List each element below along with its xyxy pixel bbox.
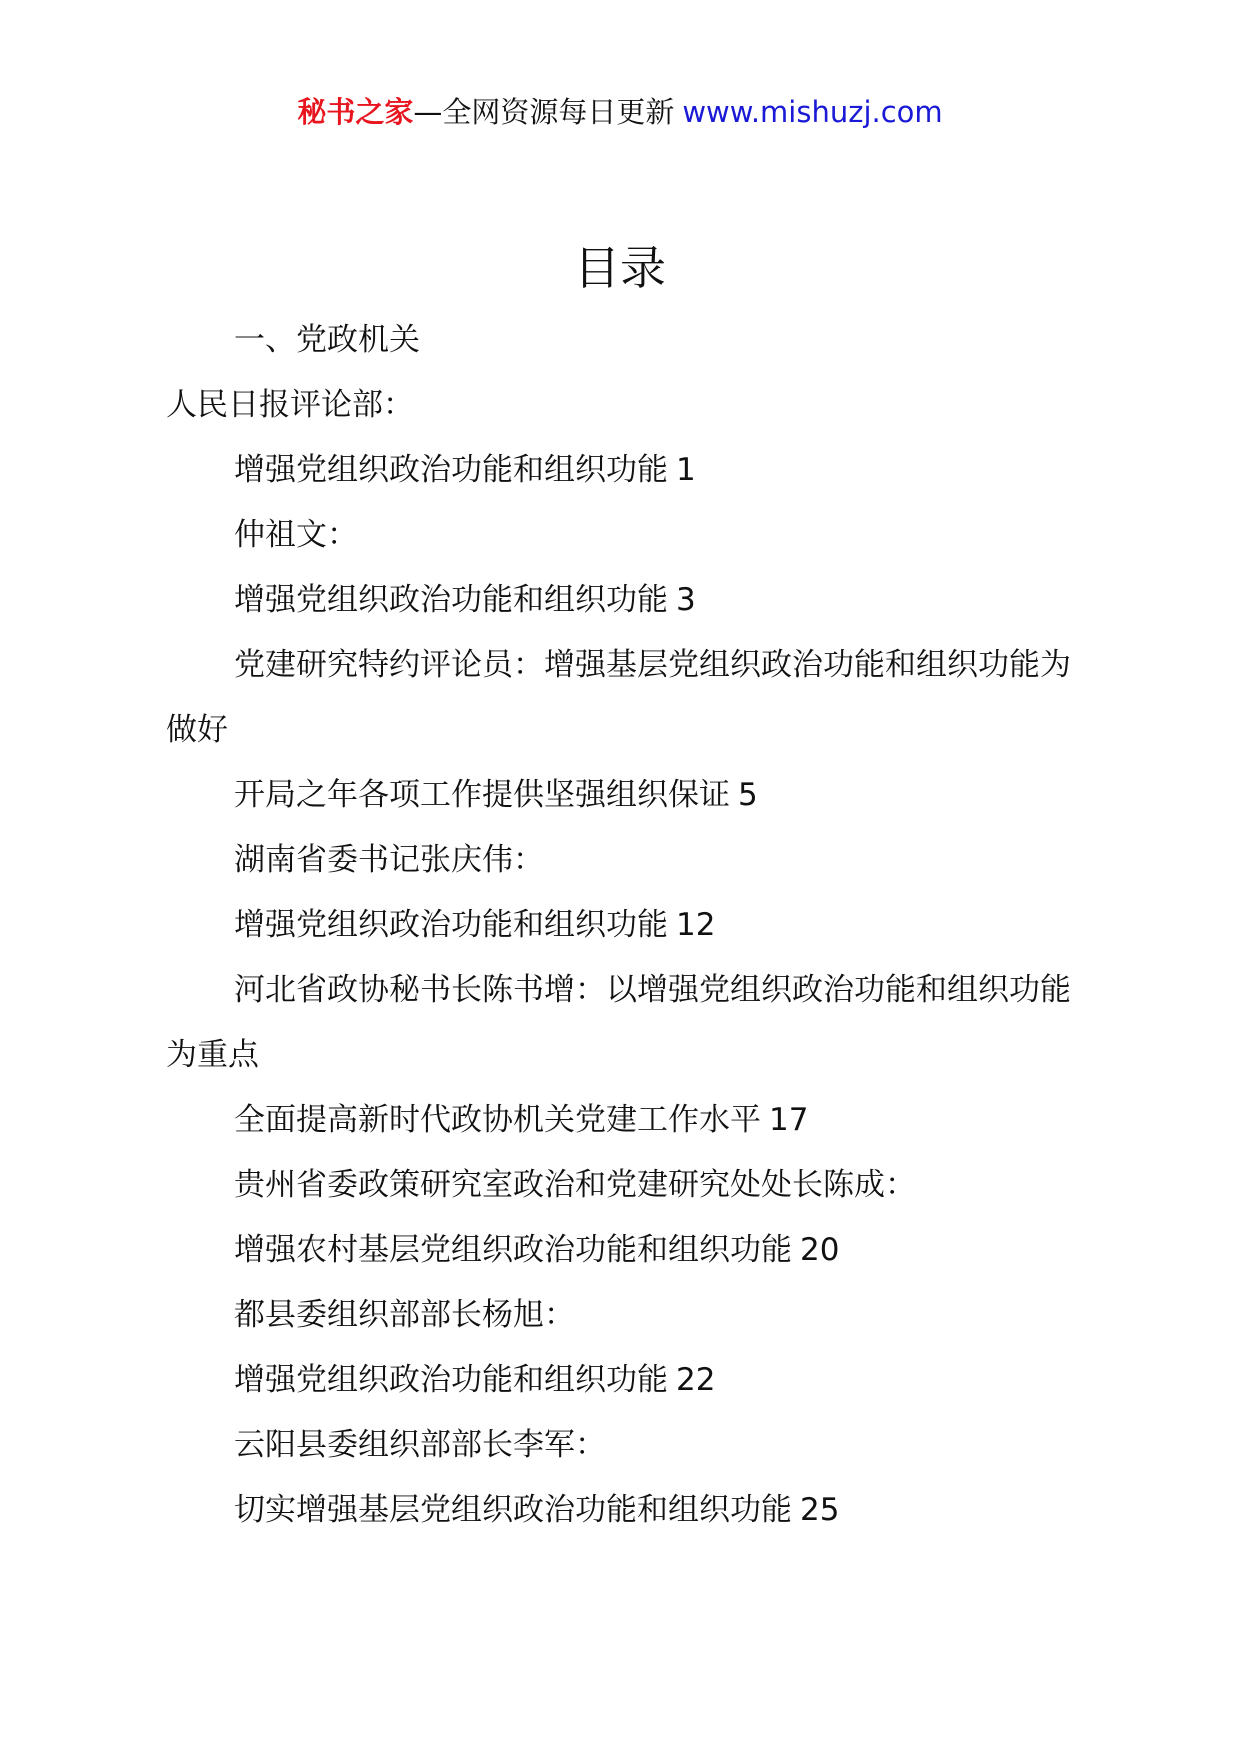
site-url-link[interactable]: www.mishuzj.com xyxy=(682,95,943,129)
toc-page-number: 12 xyxy=(676,907,716,943)
toc-entry-author[interactable]: 都县委组织部部长杨旭： xyxy=(234,1297,575,1333)
toc-page-number: 5 xyxy=(738,777,758,813)
toc-page-number: 17 xyxy=(769,1102,809,1138)
toc-entry[interactable]: 增强党组织政治功能和组织功能 22 xyxy=(234,1362,716,1398)
header-tagline: —全网资源每日更新 xyxy=(413,95,675,129)
toc-entry-author[interactable]: 人民日报评论部： xyxy=(166,387,414,423)
toc-page-number: 1 xyxy=(676,452,696,488)
table-of-contents xyxy=(166,308,1096,1543)
toc-entry[interactable]: 全面提高新时代政协机关党建工作水平 17 xyxy=(234,1102,809,1138)
toc-page-number: 25 xyxy=(800,1492,840,1528)
toc-entry-author[interactable]: 河北省政协秘书长陈书增：以增强党组织政治功能和组织功能为重点 xyxy=(166,972,1071,1073)
toc-page-number: 22 xyxy=(676,1362,716,1398)
toc-entry-author[interactable]: 党建研究特约评论员：增强基层党组织政治功能和组织功能为做好 xyxy=(166,647,1071,748)
toc-entry[interactable]: 增强党组织政治功能和组织功能 1 xyxy=(234,452,696,488)
toc-entry[interactable]: 开局之年各项工作提供坚强组织保证 5 xyxy=(234,777,758,813)
brand-name: 秘书之家 xyxy=(297,95,414,129)
toc-entry[interactable]: 增强农村基层党组织政治功能和组织功能 20 xyxy=(234,1232,840,1268)
toc-section-heading: 一、党政机关 xyxy=(234,322,420,358)
toc-entry[interactable]: 增强党组织政治功能和组织功能 12 xyxy=(234,907,716,943)
toc-entry[interactable]: 增强党组织政治功能和组织功能 3 xyxy=(234,582,696,618)
site-header xyxy=(0,92,1240,132)
toc-entry-author[interactable]: 仲祖文： xyxy=(234,517,358,553)
toc-page-number: 20 xyxy=(800,1232,840,1268)
toc-entry[interactable]: 切实增强基层党组织政治功能和组织功能 25 xyxy=(234,1492,840,1528)
toc-page-number: 3 xyxy=(676,582,696,618)
toc-entry-author[interactable]: 贵州省委政策研究室政治和党建研究处处长陈成： xyxy=(234,1167,916,1203)
toc-entry-author[interactable]: 云阳县委组织部部长李军： xyxy=(234,1427,606,1463)
toc-entry-author[interactable]: 湖南省委书记张庆伟： xyxy=(234,842,544,878)
page-title: 目录 xyxy=(574,241,666,295)
